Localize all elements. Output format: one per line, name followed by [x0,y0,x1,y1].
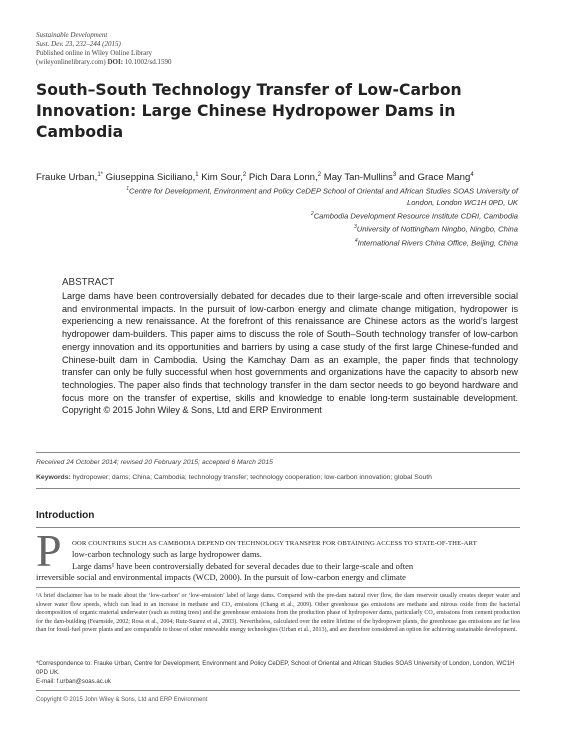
section-heading-introduction: Introduction [36,510,95,521]
author[interactable]: Pich Dara Lonn,$^2$ [246,172,322,184]
footnote: ¹A brief disclaimer has to be made about the ‘low-carbon’ or ‘low-emission’ label of large dams. Compared with the pre-dam natural river flow, the dam reservoir usually creates deeper water and slower water flow speeds, which can lead to an increase in methane and CO₂ emissions (Chang et al., 2009). Other greenhouse gas emissions are methane and nitrous oxide from the bacterial decomposition of organic material underwater (such as rotting trees) and the greenhouse emissions from the production phase of hydropower dams, particularly CO₂ emissions from cement production for the dam-building (Fearnside, 2002; Rosa et al., 2004; Ruiz-Suarez et al., 2003). Nevertheless, calculated over the entire lifetime of the hydropower plants, the greenhouse gas emissions are far less than for fossil-fuel power plants and are comparable to those of other renewable energy technologies (Urban et al., 2013), and are therefore considered an option for achieving sustainable development. [36,593,520,633]
affiliation-continued: London, London WC1H 0PD, UK [406,198,518,208]
copyright-footer: Copyright © 2015 John Wiley & Sons, Ltd and ERP Environment [36,697,208,703]
doi-link[interactable]: 10.1002/sd.1590 [123,58,172,66]
correspondence-text: *Correspondence to: Frauke Urban, Centre for Development, Environment and Policy CeDEP, School of Oriental and African Studies SOAS University of London, London, WC1H 0PD UK. [36,660,515,676]
intro-line: Large dams¹ have been controversially debated for several decades due to their large-scale and often [72,560,414,571]
received-dates: Received 24 October 2014; revised 20 February 2015; accepted 6 March 2015 [36,459,273,466]
author[interactable]: Frauke Urban,$^{1*}$ [36,172,103,184]
email-link[interactable]: E-mail: f.urban@soas.ac.uk [36,678,111,685]
footnote-divider [36,587,520,588]
keywords-label: Keywords: [36,474,71,481]
affiliation: $^3$University of Nottingham Ningbo, Ningbo, China [353,224,518,234]
author[interactable]: Giuseppina Siciliano,$^1$ [103,172,199,184]
divider [36,452,520,453]
journal-name: Sustainable Development [36,31,108,39]
abstract [62,277,518,417]
intro-line: irreversible social and environmental impacts (WCD, 2000). In the pursuit of low-carbon energy and climate [36,571,406,582]
author-list [36,169,536,184]
author[interactable]: and Grace Mang$^4$ [396,172,474,184]
affiliation: $^2$Cambodia Development Resource Institute CDRI, Cambodia [310,211,518,221]
article-title: South–South Technology Transfer of Low-Carbon Innovation: Large Chinese Hydropower Dams in Cambodia [36,81,462,141]
doi-prefix: (wileyonlinelibrary.com) [36,58,108,66]
abstract-body: Large dams have been controversially debated for decades due to their large-scale and often irreversible social and environmental impacts. In the pursuit of low-carbon energy and climate change mitigation, hydropower is experiencing a new renaissance. At the forefront of this renaissance are Chinese actors as the world’s largest hydropower dam-builders. This paper aims to discuss the role of South–South technology transfer of low-carbon energy innovation and its opportunities and barriers by using a case study of the first large Chinese-funded and Chinese-built dam in Cambodia. Using the Kamchay Dam as an example, the paper finds that technology transfer can only be fully successful when host governments and organizations have the capacity to absorb new technologies. The paper also finds that technology transfer in the dam sector needs to go beyond hardware and focus more on the transfer of expertise, skills and knowledge to enable long-term sustainable development. Copyright © 2015 John Wiley & Sons, Ltd and ERP Environment [62,291,518,416]
affiliation: $^4$International Rivers China Office, Beijing, China [354,237,518,248]
drop-cap: P [36,525,62,576]
keywords-text: hydropower; dams; China; Cambodia; technology transfer; technology cooperation; low-carbon innovation; global South [70,474,432,481]
introduction-text [36,538,520,583]
author[interactable]: May Tan-Mullins$^3$ [321,172,397,184]
journal-info [36,31,336,67]
divider [36,690,520,691]
published-online-line: Published online in Wiley Online Library [36,49,153,57]
journal-citation: Sust. Dev. 23, 232–244 (2015) [36,40,121,48]
divider [36,527,520,528]
author[interactable]: Kim Sour,$^2$ [198,172,247,184]
intro-line: OOR COUNTRIES SUCH AS CAMBODIA DEPEND ON TECHNOLOGY TRANSFER FOR OBTAINING ACCESS TO STATE-OF-THE-ART [72,540,477,547]
keywords [36,474,432,481]
intro-line: low-carbon technology such as large hydropower dams. [72,549,262,560]
doi-label: DOI: [107,58,124,66]
affiliations [38,184,518,249]
doi-line [36,58,336,67]
affiliation: $^1$Centre for Development, Environment and Policy CeDEP School of Oriental and African Studies SOAS University of [126,186,518,196]
correspondence [36,659,520,686]
abstract-heading: ABSTRACT [62,277,115,288]
divider [36,488,520,489]
